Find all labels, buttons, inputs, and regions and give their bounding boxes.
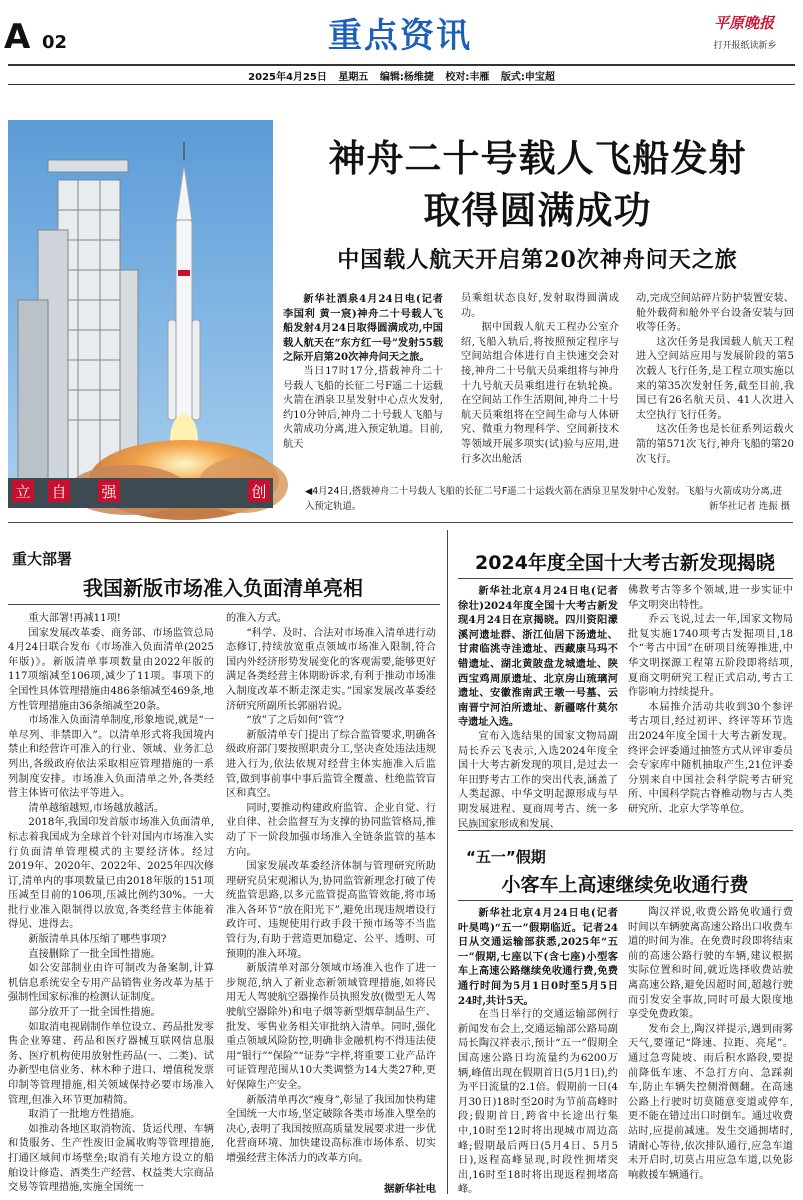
story3-end-rule — [458, 830, 793, 831]
story2-c1-p3: 市场准入负面清单制度,形象地说,就是“一单尽列、非禁即入”。以清单形式将我国境内禁止和经营许可准入的行业、领域、业务汇总列出,各级政府依法采取相应管理措施的一系列制度安排。市场准入负面清单之外,各类经营主体皆可依法平等进入。 — [8, 715, 214, 800]
story4-headline: 小客车上高速继续免收通行费 — [501, 874, 749, 896]
newspaper-slogan: 打开报纸读新乡 — [713, 41, 777, 51]
page-letter: A — [4, 17, 31, 57]
designer-credit: 版式:申宝超 — [500, 72, 555, 83]
lead-paragraph-3: 员乘组状态良好,发射取得圆满成功。 — [461, 293, 619, 319]
lead-paragraph-6: 这次任务是我国载人航天工程进入空间站应用与发展阶段的第5次载人飞行任务,是工程立项实施以来的第35次发射任务,截至目前,我国已有26名航天员、41人次进入太空执行飞行任务。 — [636, 336, 794, 421]
dateline — [0, 68, 803, 83]
story2-rule — [8, 604, 440, 605]
photo-sign-1: 立 — [15, 483, 31, 501]
story4-c2-p2: 发布会上,陶汉祥提示,遇到雨雾天气,要谨记“降速、拉距、亮尾”。通过急弯陡坡、雨后积水路段,要提前降低车速、不急打方向、急踩刹车,防止车辆失控侧滑侧翻。在高速公路上行驶时切莫随意变道或停车,更不能在错过出口时倒车。通过收费站时,应提前减速。发生交通拥堵时,请耐心等待,依次排队通行,应急车道未开启时,切莫占用应急车道,以免影响救援车辆通行。 — [628, 1023, 793, 1181]
story3-column-1 — [458, 584, 618, 830]
proofreader-credit: 校对:丰雁 — [445, 72, 490, 83]
story2-c2-p3: “放”了之后如何“管”? — [246, 715, 344, 727]
story3-headline: 2024年度全国十大考古新发现揭晓 — [475, 552, 775, 574]
section-divider — [8, 522, 793, 523]
story2-c1-p10: 如取消电视剧制作单位设立、药品批发零售企业筹建、药品和医疗器械互联网信息服务、医疗机构使用放射性药品(一、二类)、试办新型电信业务、林木种子进口、增值税发票印制等管理措施,相关领域保持必要市场准入管理,但准入环节更加精简。 — [8, 1021, 214, 1106]
story2-c2-p6: 国家发展改革委经济体制与管理研究所助理研究员宋观湘认为,协同监管新理念打破了传统监管思路,以多元监管提高监管效能,将市场准入各环节“放在阳光下”,避免出现违规增设行政许可、违规使用行政手段干预市场等不当监管行为,有助于营造更加稳定、公平、透明、可预期的准入环境。 — [226, 861, 436, 960]
story4-c2-p1: 陶汉祥说,收费公路免收通行费时间以车辆驶离高速公路出口收费车道的时间为准。在免费时段即将结束前的高速公路行驶的车辆,建议根据实际位置和时间,就近选择收费站驶离高速公路,避免因超时间,超越行驶而引发安全事故,同时可最大限度地享受免费政策。 — [628, 907, 793, 1021]
photo-sign-4: 创 — [251, 483, 267, 501]
story4-c1-p1: 新华社北京4月24日电(记者 叶昊鸣)“五一”假期临近。记者24日从交通运输部获悉,2025年“五一”假期,七座以下(含七座)小型客车上高速公路继续免收通行费,免费通行时间为5月1日0时至5月5日24时,共计5天。 — [458, 907, 618, 1007]
story3-column-2 — [628, 584, 793, 814]
issue-weekday: 星期五 — [338, 72, 369, 83]
issue-date: 2025年4月25日 — [248, 72, 327, 83]
story2-c2-p4: 新版清单专门提出了综合监管要求,明确各级政府部门要按照职责分工,坚决查处违法违规进入行为,依法依规对经营主体实施准入后监管,做到事前事中事后监管全覆盖、杜绝监管盲区和真空。 — [226, 729, 436, 800]
page-number: 02 — [42, 32, 68, 53]
column-divider — [447, 530, 448, 1194]
photo-sign-2: 自 — [51, 483, 67, 501]
rocket-launch-photo — [8, 120, 273, 508]
story4-kicker: “五一”假期 — [466, 848, 546, 866]
story4-c1-p2: 在当日举行的交通运输部例行新闻发布会上,交通运输部公路局副局长陶汉祥表示,预计“五一”假期全国高速公路日均流量约为6200万辆,峰值出现在假期首日(5月1日),约为平日流量的2.1倍。假期前一日(4月30日)18时至20时为节前高峰时段;假期首日,跨省中长途出行集中,10时至12时将出现城市周边高峰;假期最后两日(5月4日、5月5日),返程高峰显现,时段性拥堵突出,16时至18时将出现返程拥堵高峰。 — [458, 1009, 618, 1196]
story2-c1-p11: 取消了一批地方性措施。 — [28, 1109, 141, 1121]
lead-subheadline: 中国载人航天开启第20次神舟问天之旅 — [337, 247, 738, 273]
story2-c2-p8: 新版清单再次“瘦身”,彰显了我国加快构建全国统一大市场,坚定破除各类市场准入壁垒的决心,表明了我国按照高质量发展要求进一步优化营商环境、加快建设高标准市场体系、切实增强经营主体活力的改革方向。 — [226, 1094, 436, 1164]
story3-c2-p1: 佛教考古等多个领域,进一步实证中华文明突出特性。 — [628, 585, 793, 611]
story2-c1-p7: 直接删除了一批全国性措施。 — [28, 948, 161, 960]
story2-kicker: 重大部署 — [12, 550, 73, 568]
lead-paragraph-7: 这次任务也是长征系列运载火箭的第571次飞行,神舟飞船的第20次飞行。 — [636, 424, 794, 465]
story4-column-1 — [458, 906, 618, 1198]
story2-c2-p2: “科学、及时、合法对市场准入清单进行动态修订,持续放宽重点领域市场准入限制,符合国内外经济形势发展变化的客观需要,能够更好满足各类经营主体期盼诉求,有利于推动市场准入制度改革不断走深走实。”国家发展改革委经济研究所副所长郭丽岩说。 — [226, 627, 436, 712]
story2-c1-p1: 重大部署!再减11项! — [28, 613, 121, 624]
story2-headline: 我国新版市场准入负面清单亮相 — [83, 576, 363, 600]
section-title: 重点资讯 — [328, 16, 472, 56]
header-rule — [8, 64, 795, 66]
lead-paragraph-2: 当日17时17分,搭载神舟二十号载人飞船的长征二号F遥二十运载火箭在酒泉卫星发射中心点火发射,约10分钟后,神舟二十号载人飞船与火箭成功分离,进入预定轨道。目前,航天 — [283, 365, 443, 450]
story2-column-2 — [226, 612, 436, 1180]
lead-paragraph-5: 动,完成空间站碎片防护装置安装、舱外载荷和舱外平台设备安装与回收等任务。 — [636, 293, 794, 334]
lead-paragraph-4: 据中国载人航天工程办公室介绍,飞船入轨后,将按照预定程序与空间站组合体进行自主快速交会对接,神舟二十号航天员乘组将与神舟十九号航天员乘组进行在轨轮换。在空间站工作生活期间,神舟二十号航天员乘组将在空间生命与人体研究、微重力物理科学、空间新技术等领域开展多项实(试)验与应用,进行多次出舱活 — [461, 322, 619, 465]
editor-credit: 编辑:杨维捷 — [379, 72, 434, 83]
story2-c2-p1: 的准入方式。 — [226, 613, 288, 624]
story3-c2-p3: 本届推介活动共收到30个参评考古项目,经过初评、终评等环节选出2024年度全国十大考古新发现。终评会评委通过抽签方式从评审委员会专家库中随机抽取产生,21位评委分别来自中国社会科学院考古研究所、中国科学院古脊椎动物与古人类研究所、北京大学等单位。 — [628, 701, 793, 815]
story2-c1-p6: 新版清单具体压缩了哪些事项? — [28, 934, 167, 946]
story4-rule — [458, 900, 793, 901]
story2-c1-p12: 如推动各地区取消物流、货运代理、车辆和货服务、生产性废旧金属收购等管理措施,打通区域间市场壁垒;取消有关地方设立的船舶设计修造、酒类生产经营、权益类大宗商品交易等管理措施,实施全国统一 — [8, 1123, 214, 1194]
story3-c1-p2: 宣布入选结果的国家文物局副局长乔云飞表示,入选2024年度全国十大考古新发现的项目,是过去一年田野考古工作的突出代表,涵盖了人类起源、中华文明起源形成与早期发展进程、夏商周考古、统一多民族国家形成和发展、 — [458, 730, 618, 830]
photo-caption: ◀4月24日,搭载神舟二十号载人飞船的长征二号F遥二十运载火箭在酒泉卫星发射中心发射。飞船与火箭成功分离,进入预定轨道。 — [305, 486, 783, 512]
story2-c2-p7: 新版清单对部分领域市场准入也作了进一步规范,纳入了新业态新领域管理措施,如将民用无人驾驶航空器操作员执照发放(微型无人驾驶航空器除外)和电子烟等新型烟草制品生产、批发、零售业务相关审批纳入清单。同时,强化重点领域风险防控,明确非金融机构不得违法使用“银行”“保险”“证券”字样,将重要工业产品许可证管理范围从10大类调整为14大类27种,更好保障生产安全。 — [226, 963, 436, 1091]
photo-credit: 新华社记者 连振 摄 — [709, 501, 790, 512]
story2-c2-p5: 同时,要推动构建政府监管、企业自觉、行业自律、社会监督互为支撑的协同监管格局,推动了下一阶段加强市场准入全链条监管的基本方向。 — [226, 802, 436, 858]
lead-headline-line1: 神舟二十号载人飞船发射 — [328, 137, 747, 180]
dateline-rule — [8, 84, 795, 85]
story2-c1-p4: 清单越缩越短,市场越放越活。 — [28, 802, 165, 814]
photo-sign-3: 强 — [101, 483, 117, 501]
story2-c1-p5: 2018年,我国印发首版市场准入负面清单,标志着我国成为全球首个针对国内市场准入实行负面清单管理模式的主要经济体。经过2019年、2020年、2022年、2025年四次修订,清单内的事项数量已由2018年版的151项压减至目前的106项,压减比例约30%。一大批行业准入限制得以放宽,各类经营主体能着得见、进得去。 — [8, 817, 214, 931]
story3-c1-p1: 新华社北京4月24日电(记者 徐壮)2024年度全国十大考古新发现4月24日在京揭晓。四川资阳濛溪河遗址群、浙江仙居下汤遗址、甘肃临洮寺洼遗址、西藏康马玛不错遗址、湖北黄陂盘龙城遗址、陕西宝鸡周原遗址、北京房山琉璃河遗址、安徽淮南武王墩一号墓、云南晋宁河泊所遗址、新疆喀什莫尔寺遗址入选。 — [458, 585, 618, 729]
story2-c1-p2: 国家发展改革委、商务部、市场监管总局4月24日联合发布《市场准入负面清单(2025年版)》。新版清单事项数量由2022年版的117项缩减至106项,减少了11项。事项下的全国性具体管理措施由486条缩减至469条,地方性管理措施由36条缩减至20条。 — [8, 627, 214, 712]
story4-column-2 — [628, 906, 793, 1198]
story3-c2-p2: 乔云飞说,过去一年,国家文物局批复实施1740项考古发掘项目,18个“考古中国”在研项目统筹推进,中华文明探源工程第五阶段即将结项,夏商文明研究工程正式启动,考古工作影响力持续提升。 — [628, 614, 793, 699]
lead-column-3 — [636, 292, 794, 480]
story2-c1-p8: 如公安部制业由许可制改为备案制,计算机信息系统安全专用产品销售业务改革为基于强制性国家标准的检测认证制度。 — [8, 963, 214, 1004]
story2-c1-p9: 部分放开了一批全国性措施。 — [28, 1007, 161, 1019]
story2-source: 据新华社电 — [384, 1183, 436, 1195]
lead-column-2 — [461, 292, 619, 480]
lead-headline-line2: 取得圆满成功 — [423, 189, 652, 232]
story3-rule — [458, 578, 793, 579]
newspaper-logo: 平原晚报 — [713, 14, 774, 32]
lead-paragraph-1: 新华社酒泉4月24日电(记者 李国利 黄一宸)神舟二十号载人飞船发射4月24日取得圆满成功,中国载人航天在“东方红一号”发射55载之际开启第20次神舟问天之旅。 — [283, 293, 443, 364]
story2-column-1 — [8, 612, 214, 1198]
lead-column-1 — [283, 292, 443, 480]
